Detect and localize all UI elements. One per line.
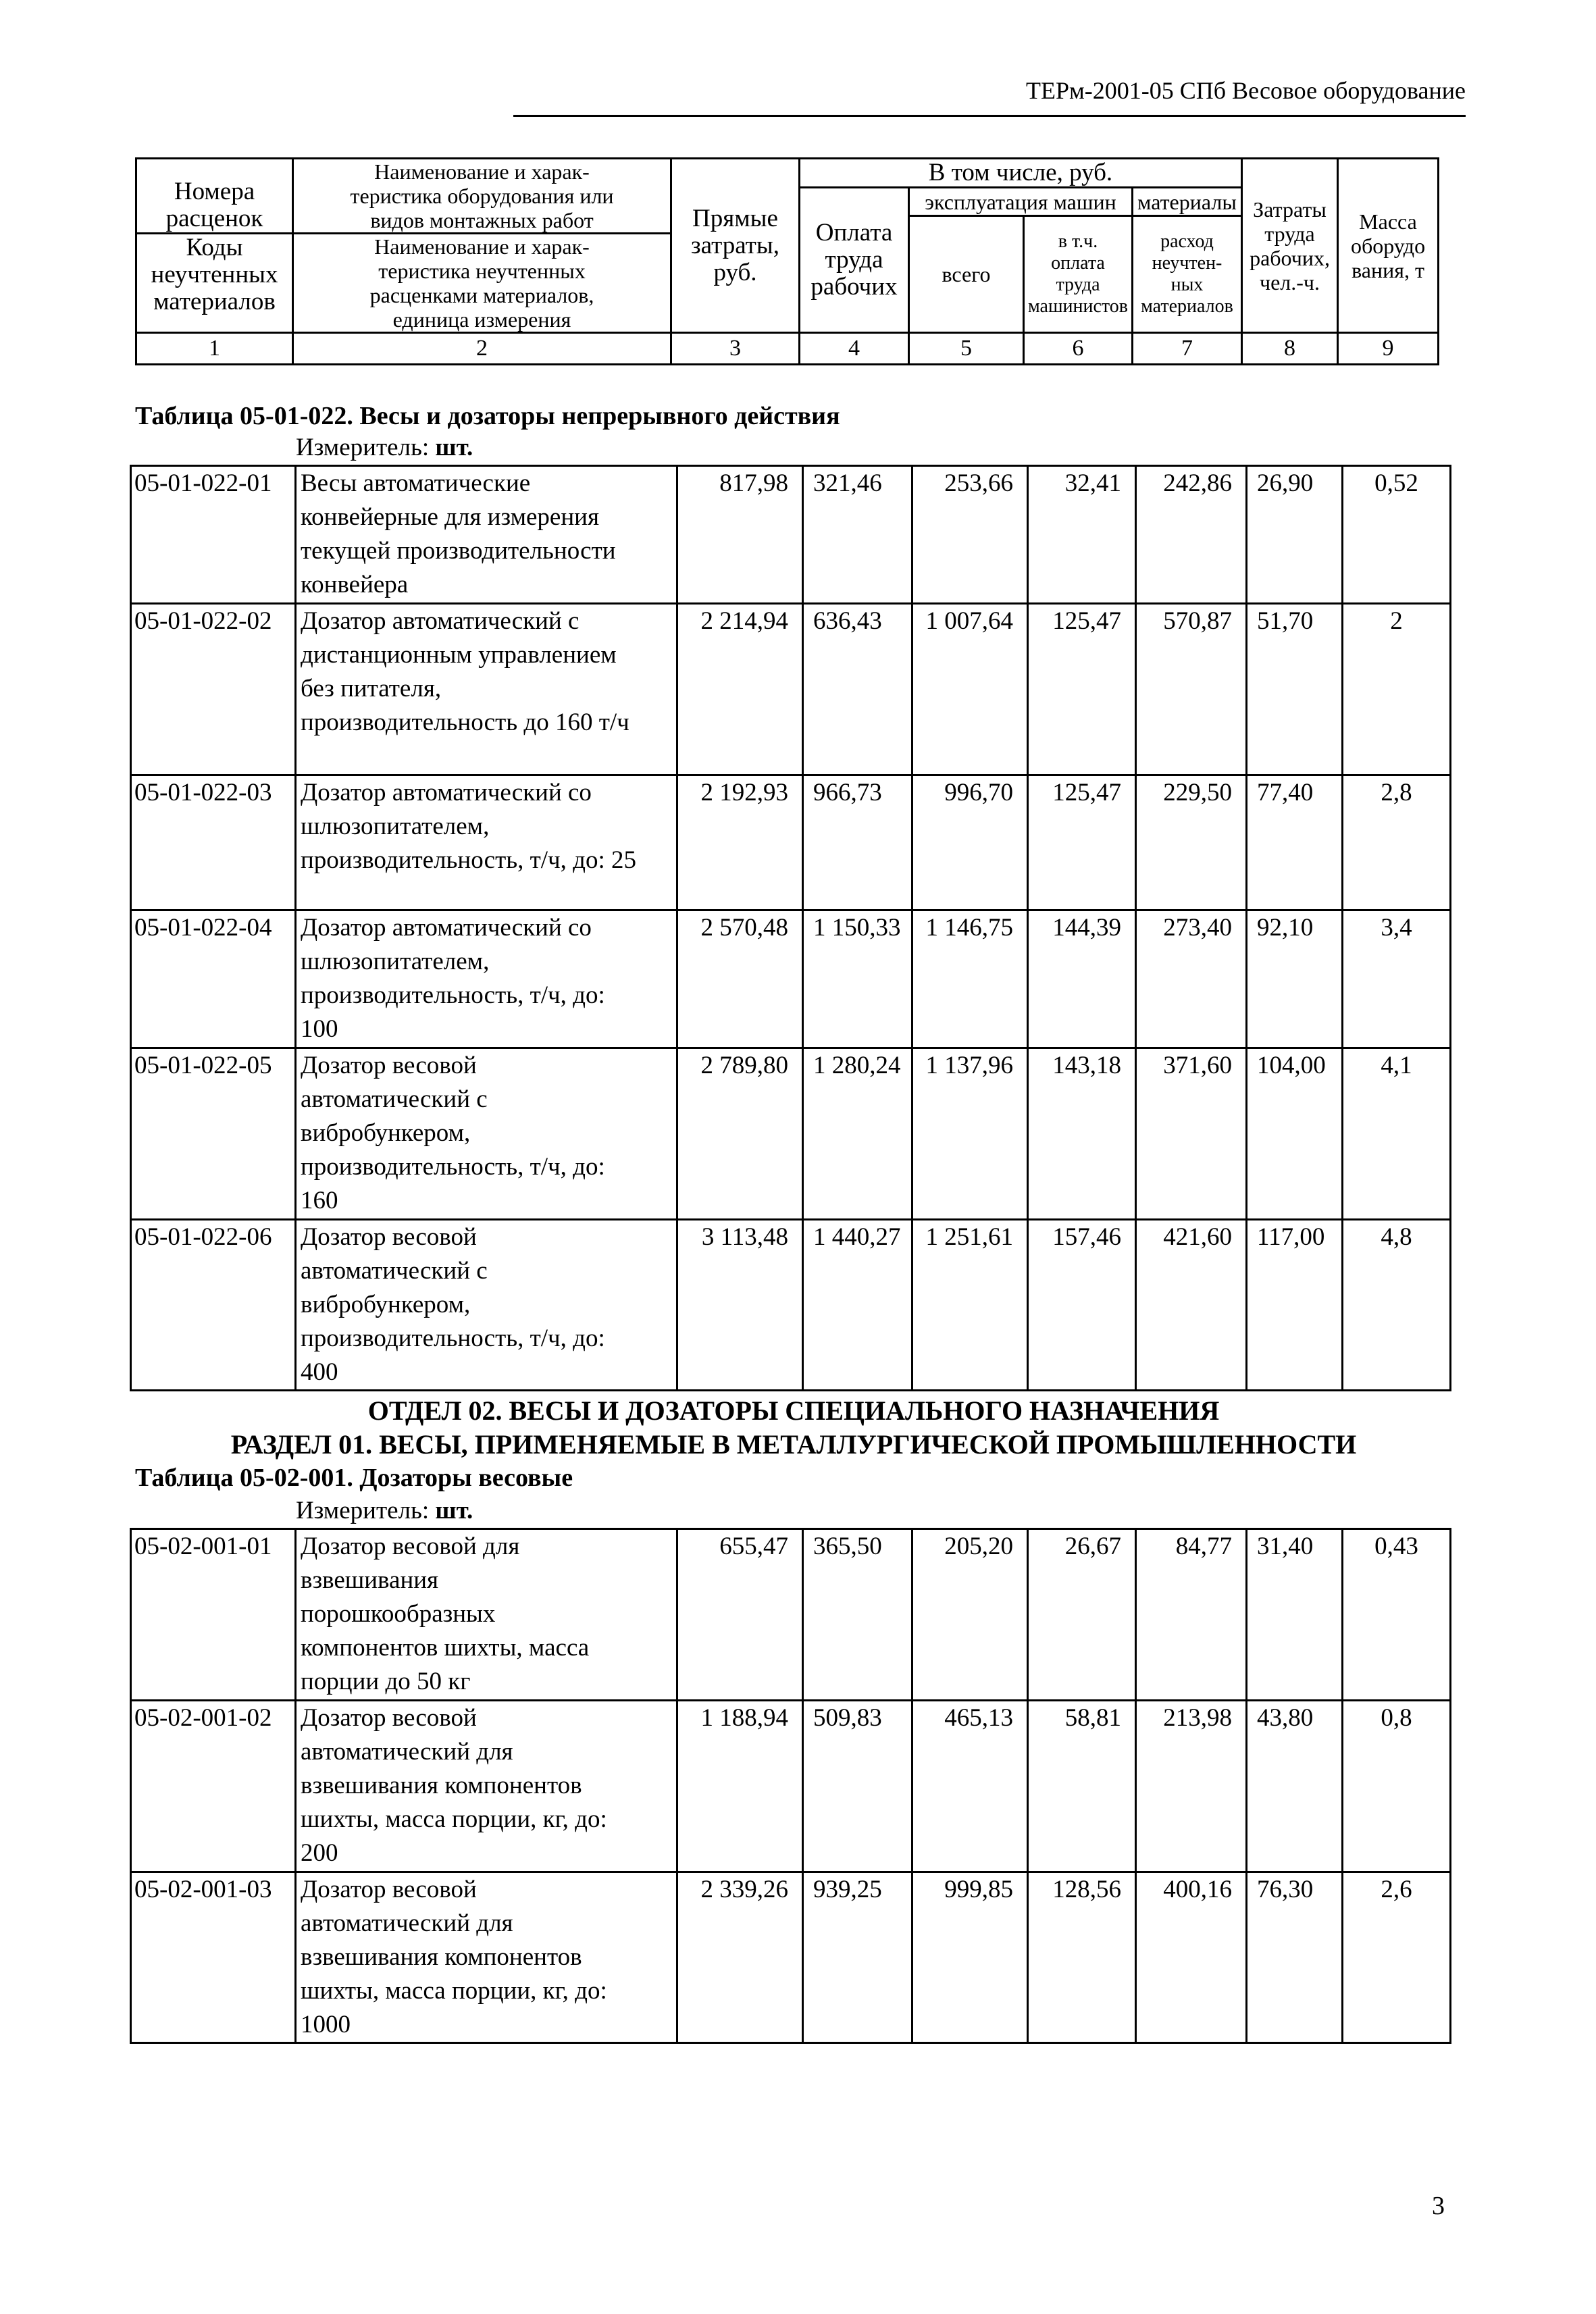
rate-name-line: Дозатор весовой	[301, 1876, 477, 1903]
hdr-line: рабочих	[810, 273, 898, 301]
rate-code: 05-02-001-02	[131, 1701, 296, 1872]
rate-name	[296, 1048, 677, 1220]
col-name-top	[293, 159, 671, 234]
table2-measure	[296, 1495, 473, 1526]
direct-costs-value: 3 113,48	[677, 1220, 803, 1391]
materials-value: 229,50	[1136, 775, 1247, 910]
rate-name-line: производительность, т/ч, до:	[301, 1325, 605, 1352]
col-codes-bottom	[136, 234, 293, 333]
hdr-line: затраты,	[691, 231, 779, 259]
mass-value: 2,6	[1343, 1872, 1451, 2043]
rate-name-line: 160	[301, 1187, 338, 1214]
rate-name-line: 200	[301, 1839, 338, 1867]
table-row	[131, 1701, 1451, 1872]
rate-code: 05-01-022-01	[131, 466, 296, 604]
rate-name	[296, 775, 677, 910]
rate-name-line: Дозатор автоматический со	[301, 779, 592, 806]
rate-name-line: производительность, т/ч, до:	[301, 981, 605, 1009]
hdr-line: чел.-ч.	[1259, 269, 1320, 294]
labor-hours-value: 26,90	[1247, 466, 1343, 604]
rate-name-line: вибробункером,	[301, 1291, 471, 1318]
rate-name-line: конвейерные для измерения	[301, 503, 599, 531]
rate-name-line: порошкообразных	[301, 1600, 496, 1628]
table1-caption: Таблица 05-01-022. Весы и дозаторы непрерывного действия	[135, 402, 840, 430]
table1	[130, 465, 1451, 1391]
machines-total-value: 253,66	[912, 466, 1028, 604]
hdr-line: теристика неучтенных	[378, 259, 586, 283]
rate-name-line: конвейера	[301, 571, 409, 598]
hdr-line: Наименование и харак-	[374, 159, 590, 184]
rate-name-line: 400	[301, 1358, 338, 1386]
machinists-pay-value: 125,47	[1028, 775, 1136, 910]
rate-name	[296, 1872, 677, 2043]
rate-name-line: автоматический для	[301, 1909, 513, 1937]
rate-code: 05-01-022-06	[131, 1220, 296, 1391]
page-number: 3	[1432, 2192, 1445, 2220]
rate-name-line: производительность до 160 т/ч	[301, 709, 629, 736]
direct-costs-value: 817,98	[677, 466, 803, 604]
machines-total-value: 1 007,64	[912, 604, 1028, 775]
labor-pay-value: 1 280,24	[803, 1048, 912, 1220]
rate-name-line: шихты, масса порции, кг, до:	[301, 1805, 607, 1833]
labor-pay-value: 321,46	[803, 466, 912, 604]
rate-name-line: Весы автоматические	[301, 469, 531, 497]
col-labor-hours	[1242, 159, 1338, 333]
direct-costs-value: 2 339,26	[677, 1872, 803, 2043]
section-razdel-title: РАЗДЕЛ 01. ВЕСЫ, ПРИМЕНЯЕМЫЕ В МЕТАЛЛУРГИЧЕСКОЙ ПРОМЫШЛЕННОСТИ	[230, 1429, 1357, 1460]
mass-value: 0,43	[1343, 1529, 1451, 1701]
rate-name	[296, 466, 677, 604]
labor-pay-value: 509,83	[803, 1701, 912, 1872]
mass-value: 0,8	[1343, 1701, 1451, 1872]
table-row	[131, 775, 1451, 910]
hdr-line: Коды	[186, 234, 243, 261]
col-number: 9	[1338, 333, 1439, 365]
table-row	[131, 1220, 1451, 1391]
mass-value: 3,4	[1343, 910, 1451, 1048]
hdr-line: единица измерения	[392, 307, 571, 332]
rate-name-line: Дозатор весовой для	[301, 1533, 520, 1560]
materials-value: 242,86	[1136, 466, 1247, 604]
materials-value: 570,87	[1136, 604, 1247, 775]
table1-measure	[296, 432, 473, 463]
rate-name	[296, 1701, 677, 1872]
table-row	[131, 1872, 1451, 2043]
machinists-pay-value: 144,39	[1028, 910, 1136, 1048]
rate-name-line: Дозатор весовой	[301, 1704, 477, 1732]
machines-total-value: 996,70	[912, 775, 1028, 910]
table2	[130, 1528, 1451, 2044]
hdr-line: труда	[825, 246, 883, 274]
hdr-line: рабочих,	[1250, 245, 1330, 270]
hdr-line: машинистов	[1028, 296, 1128, 317]
hdr-line: неучтен-	[1152, 253, 1222, 274]
rate-code: 05-01-022-02	[131, 604, 296, 775]
col-name-bottom	[293, 234, 671, 333]
rate-code: 05-02-001-03	[131, 1872, 296, 2043]
materials-value: 421,60	[1136, 1220, 1247, 1391]
rate-code: 05-01-022-03	[131, 775, 296, 910]
labor-hours-value: 31,40	[1247, 1529, 1343, 1701]
table-row	[131, 466, 1451, 604]
measure-unit: шт.	[435, 1497, 473, 1524]
mass-value: 4,1	[1343, 1048, 1451, 1220]
direct-costs-value: 2 214,94	[677, 604, 803, 775]
table-row	[131, 1529, 1451, 1701]
materials-value: 84,77	[1136, 1529, 1247, 1701]
col-number: 2	[293, 333, 671, 365]
col-labor-pay	[800, 188, 909, 333]
labor-hours-value: 104,00	[1247, 1048, 1343, 1220]
mass-value: 4,8	[1343, 1220, 1451, 1391]
labor-hours-value: 92,10	[1247, 910, 1343, 1048]
col-unaccounted-materials	[1133, 216, 1242, 333]
mass-value: 0,52	[1343, 466, 1451, 604]
col-number: 7	[1133, 333, 1242, 365]
rate-name-line: Дозатор автоматический с	[301, 607, 580, 635]
hdr-line: видов монтажных работ	[370, 208, 594, 232]
hdr-line: Наименование и харак-	[374, 234, 590, 259]
rate-name-line: производительность, т/ч, до:	[301, 1153, 605, 1181]
hdr-line: Прямые	[692, 204, 778, 232]
machinists-pay-value: 143,18	[1028, 1048, 1136, 1220]
rate-name-line: компонентов шихты, масса	[301, 1634, 590, 1662]
rate-name-line: автоматический с	[301, 1085, 488, 1113]
rate-name-line: взвешивания компонентов	[301, 1943, 582, 1971]
rate-name-line: Дозатор весовой	[301, 1223, 477, 1251]
rate-name-line: порции до 50 кг	[301, 1668, 471, 1695]
page-header	[513, 76, 1466, 117]
labor-hours-value: 117,00	[1247, 1220, 1343, 1391]
table-row	[131, 1048, 1451, 1220]
rate-name-line: шихты, масса порции, кг, до:	[301, 1977, 607, 2005]
rate-name-line: шлюзопитателем,	[301, 813, 490, 840]
hdr-line: Масса	[1359, 209, 1417, 234]
col-materials: материалы	[1133, 188, 1242, 216]
col-machines-total: всего	[909, 216, 1024, 333]
hdr-line: ных	[1170, 274, 1204, 295]
materials-value: 213,98	[1136, 1701, 1247, 1872]
rate-name-line: шлюзопитателем,	[301, 948, 490, 975]
machines-total-value: 1 146,75	[912, 910, 1028, 1048]
machinists-pay-value: 157,46	[1028, 1220, 1136, 1391]
column-header-table	[135, 157, 1439, 365]
rate-name	[296, 1220, 677, 1391]
rate-name-line: без питателя,	[301, 675, 442, 702]
table-row	[131, 910, 1451, 1048]
hdr-line: труда	[1264, 221, 1315, 246]
table-row	[131, 604, 1451, 775]
labor-pay-value: 365,50	[803, 1529, 912, 1701]
document-title: ТЕРм-2001-05 СПб Весовое оборудование	[1025, 77, 1466, 104]
mass-value: 2	[1343, 604, 1451, 775]
hdr-line: расценками материалов,	[369, 283, 594, 307]
direct-costs-value: 1 188,94	[677, 1701, 803, 1872]
labor-pay-value: 1 440,27	[803, 1220, 912, 1391]
machinists-pay-value: 58,81	[1028, 1701, 1136, 1872]
hdr-line: расход	[1160, 231, 1214, 252]
machines-total-value: 1 251,61	[912, 1220, 1028, 1391]
col-number: 3	[671, 333, 800, 365]
rate-code: 05-01-022-04	[131, 910, 296, 1048]
measure-label: Измеритель:	[296, 434, 430, 461]
rate-name-line: взвешивания	[301, 1566, 439, 1594]
hdr-line: неучтенных	[151, 261, 278, 288]
col-number: 4	[800, 333, 909, 365]
hdr-line: оборудо	[1350, 233, 1426, 258]
section-dept-title: ОТДЕЛ 02. ВЕСЫ И ДОЗАТОРЫ СПЕЦИАЛЬНОГО НАЗНАЧЕНИЯ	[367, 1395, 1220, 1426]
machines-total-value: 205,20	[912, 1529, 1028, 1701]
rate-name-line: дистанционным управлением	[301, 641, 617, 669]
labor-pay-value: 636,43	[803, 604, 912, 775]
machinists-pay-value: 125,47	[1028, 604, 1136, 775]
hdr-line: Затраты	[1253, 197, 1327, 222]
materials-value: 371,60	[1136, 1048, 1247, 1220]
hdr-line: труда	[1056, 274, 1100, 295]
rate-name	[296, 910, 677, 1048]
col-codes-top	[136, 159, 293, 234]
labor-hours-value: 76,30	[1247, 1872, 1343, 2043]
hdr-line: Оплата	[815, 219, 893, 247]
machines-total-value: 465,13	[912, 1701, 1028, 1872]
direct-costs-value: 2 789,80	[677, 1048, 803, 1220]
machinists-pay-value: 128,56	[1028, 1872, 1136, 2043]
col-including: В том числе, руб.	[800, 159, 1242, 188]
rate-name	[296, 604, 677, 775]
rate-name-line: производительность, т/ч, до: 25	[301, 846, 637, 874]
labor-hours-value: 43,80	[1247, 1701, 1343, 1872]
labor-pay-value: 966,73	[803, 775, 912, 910]
col-direct-costs	[671, 159, 800, 333]
hdr-line: Номера	[174, 178, 255, 205]
hdr-line: в т.ч.	[1058, 231, 1098, 252]
col-number: 8	[1242, 333, 1338, 365]
materials-value: 273,40	[1136, 910, 1247, 1048]
rate-name-line: взвешивания компонентов	[301, 1772, 582, 1799]
col-number: 1	[136, 333, 293, 365]
col-machinists-pay	[1024, 216, 1133, 333]
hdr-line: расценок	[165, 205, 263, 232]
rate-name-line: 100	[301, 1015, 338, 1043]
direct-costs-value: 655,47	[677, 1529, 803, 1701]
hdr-line: материалов	[153, 288, 276, 315]
hdr-line: теристика оборудования или	[350, 184, 614, 208]
rate-name-line: автоматический для	[301, 1738, 513, 1766]
machinists-pay-value: 32,41	[1028, 466, 1136, 604]
rate-name	[296, 1529, 677, 1701]
rate-code: 05-02-001-01	[131, 1529, 296, 1701]
col-number: 6	[1024, 333, 1133, 365]
mass-value: 2,8	[1343, 775, 1451, 910]
rate-name-line: Дозатор весовой	[301, 1052, 477, 1079]
measure-unit: шт.	[435, 434, 473, 461]
machinists-pay-value: 26,67	[1028, 1529, 1136, 1701]
hdr-line: материалов	[1141, 296, 1233, 317]
col-number: 5	[909, 333, 1024, 365]
hdr-line: вания, т	[1352, 257, 1424, 282]
rate-name-line: вибробункером,	[301, 1119, 471, 1147]
materials-value: 400,16	[1136, 1872, 1247, 2043]
direct-costs-value: 2 570,48	[677, 910, 803, 1048]
rate-name-line: текущей производительности	[301, 537, 616, 565]
rate-name-line: автоматический с	[301, 1257, 488, 1285]
labor-pay-value: 939,25	[803, 1872, 912, 2043]
table2-caption: Таблица 05-02-001. Дозаторы весовые	[135, 1464, 573, 1492]
col-mass	[1338, 159, 1439, 333]
labor-hours-value: 77,40	[1247, 775, 1343, 910]
machines-total-value: 1 137,96	[912, 1048, 1028, 1220]
labor-pay-value: 1 150,33	[803, 910, 912, 1048]
measure-label: Измеритель:	[296, 1497, 430, 1524]
rate-code: 05-01-022-05	[131, 1048, 296, 1220]
labor-hours-value: 51,70	[1247, 604, 1343, 775]
machines-total-value: 999,85	[912, 1872, 1028, 2043]
hdr-line: оплата	[1051, 253, 1105, 274]
direct-costs-value: 2 192,93	[677, 775, 803, 910]
rate-name-line: Дозатор автоматический со	[301, 914, 592, 942]
col-machines: эксплуатация машин	[909, 188, 1133, 216]
rate-name-line: 1000	[301, 2011, 351, 2038]
hdr-line: руб.	[713, 258, 757, 286]
